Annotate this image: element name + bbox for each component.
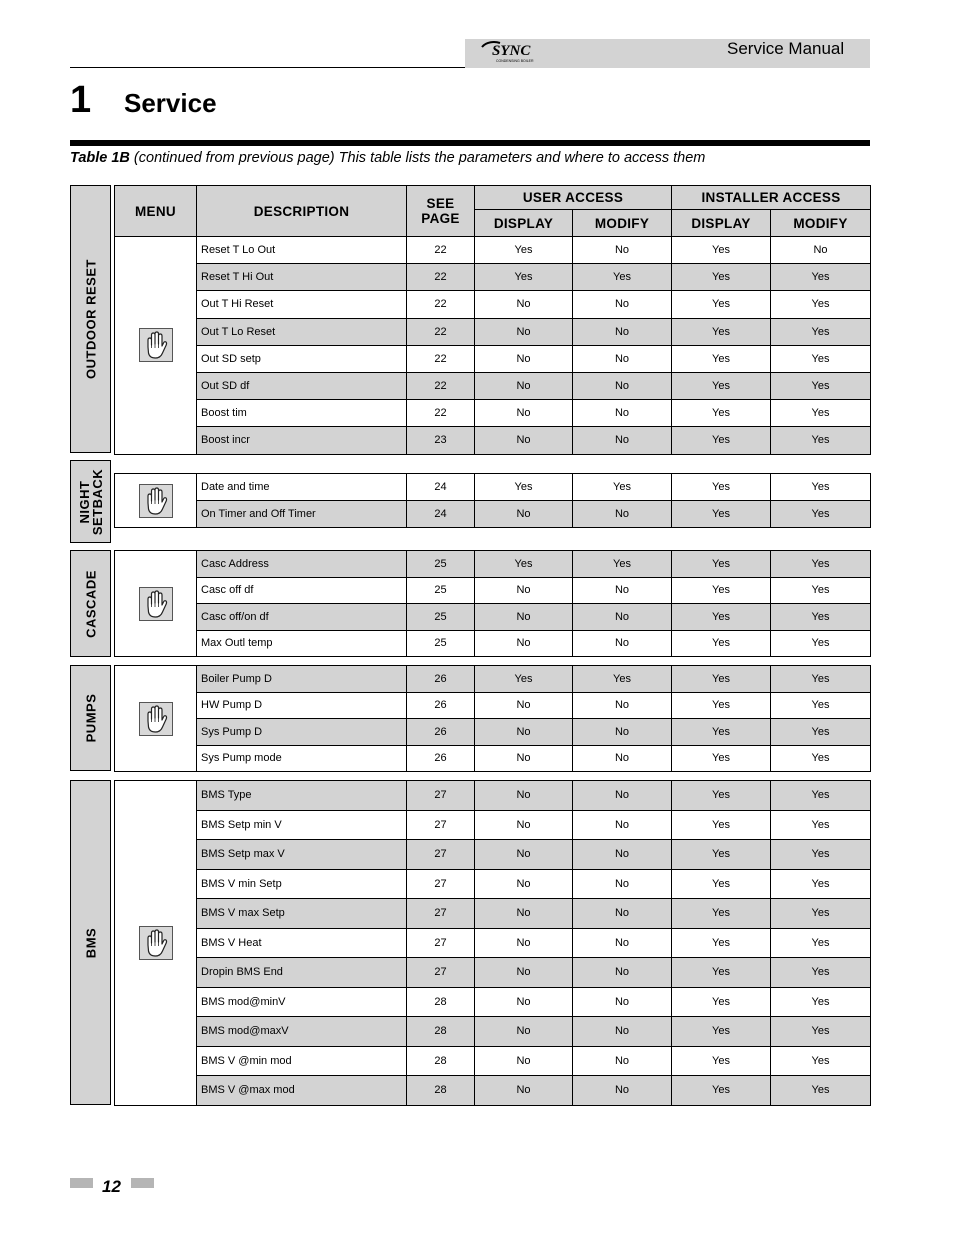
- installer-modify-cell: Yes: [771, 400, 871, 427]
- installer-display-cell: Yes: [672, 692, 771, 719]
- col-installer-access: INSTALLER ACCESS: [672, 186, 871, 210]
- table-row: [115, 427, 871, 454]
- description-cell: BMS Setp min V: [197, 810, 407, 840]
- col-installer-display: DISPLAY: [672, 210, 771, 237]
- user-display-cell: No: [475, 427, 573, 454]
- user-display-cell: No: [475, 1076, 573, 1106]
- installer-modify-cell: No: [771, 237, 871, 264]
- see-page-cell: 22: [407, 264, 475, 291]
- col-description: DESCRIPTION: [197, 186, 407, 237]
- user-modify-cell: Yes: [573, 474, 672, 501]
- user-display-cell: No: [475, 1017, 573, 1047]
- user-modify-cell: No: [573, 928, 672, 958]
- user-modify-cell: No: [573, 427, 672, 454]
- installer-display-cell: Yes: [672, 987, 771, 1017]
- table-row: [115, 692, 871, 719]
- description-cell: Out SD setp: [197, 345, 407, 372]
- installer-modify-cell: Yes: [771, 745, 871, 772]
- table-caption: [70, 149, 870, 167]
- installer-modify-cell: Yes: [771, 928, 871, 958]
- see-page-cell: 28: [407, 1046, 475, 1076]
- user-modify-cell: No: [573, 958, 672, 988]
- see-page-cell: 25: [407, 577, 475, 604]
- user-modify-cell: No: [573, 577, 672, 604]
- menu-cell: [115, 237, 197, 455]
- installer-modify-cell: Yes: [771, 810, 871, 840]
- installer-display-cell: Yes: [672, 719, 771, 746]
- table-row: [115, 264, 871, 291]
- user-modify-cell: No: [573, 345, 672, 372]
- user-display-cell: No: [475, 928, 573, 958]
- table-row: [115, 237, 871, 264]
- description-cell: BMS V @max mod: [197, 1076, 407, 1106]
- user-display-cell: No: [475, 745, 573, 772]
- table-row: [115, 474, 871, 501]
- description-cell: Casc Address: [197, 551, 407, 578]
- col-installer-modify: MODIFY: [771, 210, 871, 237]
- description-cell: BMS V @min mod: [197, 1046, 407, 1076]
- table-row: [115, 577, 871, 604]
- description-cell: HW Pump D: [197, 692, 407, 719]
- installer-display-cell: Yes: [672, 810, 771, 840]
- description-cell: BMS V Heat: [197, 928, 407, 958]
- user-modify-cell: No: [573, 604, 672, 631]
- description-cell: BMS V max Setp: [197, 899, 407, 929]
- installer-modify-cell: Yes: [771, 318, 871, 345]
- table-row: [115, 666, 871, 693]
- installer-display-cell: Yes: [672, 745, 771, 772]
- installer-display-cell: Yes: [672, 1046, 771, 1076]
- description-cell: Casc off df: [197, 577, 407, 604]
- description-cell: BMS V min Setp: [197, 869, 407, 899]
- user-display-cell: Yes: [475, 474, 573, 501]
- table-row: [115, 630, 871, 657]
- description-cell: Sys Pump mode: [197, 745, 407, 772]
- section-number: 1: [70, 79, 92, 121]
- user-display-cell: No: [475, 501, 573, 528]
- see-page-cell: 25: [407, 630, 475, 657]
- user-display-cell: No: [475, 291, 573, 318]
- description-cell: Max Outl temp: [197, 630, 407, 657]
- see-page-cell: 27: [407, 840, 475, 870]
- installer-modify-cell: Yes: [771, 427, 871, 454]
- installer-display-cell: Yes: [672, 237, 771, 264]
- table-caption-label: Table 1B: [70, 150, 130, 166]
- user-display-cell: No: [475, 692, 573, 719]
- installer-modify-cell: Yes: [771, 630, 871, 657]
- installer-display-cell: Yes: [672, 630, 771, 657]
- description-cell: Boost incr: [197, 427, 407, 454]
- installer-display-cell: Yes: [672, 400, 771, 427]
- installer-modify-cell: Yes: [771, 666, 871, 693]
- hand-icon: [139, 597, 173, 609]
- footer-bar-left: [70, 1178, 93, 1188]
- user-display-cell: No: [475, 869, 573, 899]
- installer-display-cell: Yes: [672, 899, 771, 929]
- description-cell: Reset T Hi Out: [197, 264, 407, 291]
- description-cell: Date and time: [197, 474, 407, 501]
- see-page-cell: 27: [407, 810, 475, 840]
- see-page-cell: 22: [407, 400, 475, 427]
- see-page-cell: 25: [407, 551, 475, 578]
- user-modify-cell: No: [573, 501, 672, 528]
- description-cell: Out T Lo Reset: [197, 318, 407, 345]
- installer-modify-cell: Yes: [771, 1017, 871, 1047]
- description-cell: Casc off/on df: [197, 604, 407, 631]
- installer-modify-cell: Yes: [771, 1046, 871, 1076]
- table-caption-text: (continued from previous page) This table lists the parameters and where to access them: [129, 150, 706, 166]
- table-row: [115, 719, 871, 746]
- description-cell: BMS Setp max V: [197, 840, 407, 870]
- table-header: [114, 185, 871, 237]
- table-row: [115, 899, 871, 929]
- see-page-cell: 28: [407, 1076, 475, 1106]
- description-cell: Boiler Pump D: [197, 666, 407, 693]
- installer-display-cell: Yes: [672, 474, 771, 501]
- installer-display-cell: Yes: [672, 264, 771, 291]
- table-row: [115, 400, 871, 427]
- see-page-cell: 27: [407, 958, 475, 988]
- user-display-cell: No: [475, 987, 573, 1017]
- table-outdoor-reset: [114, 236, 871, 455]
- user-display-cell: No: [475, 400, 573, 427]
- see-page-cell: 22: [407, 291, 475, 318]
- user-modify-cell: No: [573, 400, 672, 427]
- table-cascade: [114, 550, 871, 657]
- user-display-cell: No: [475, 1046, 573, 1076]
- user-display-cell: No: [475, 630, 573, 657]
- installer-display-cell: Yes: [672, 869, 771, 899]
- user-display-cell: No: [475, 810, 573, 840]
- description-cell: On Timer and Off Timer: [197, 501, 407, 528]
- table-row: [115, 987, 871, 1017]
- page-number: 12: [102, 1177, 121, 1196]
- installer-modify-cell: Yes: [771, 781, 871, 811]
- installer-modify-cell: Yes: [771, 372, 871, 399]
- user-display-cell: Yes: [475, 666, 573, 693]
- installer-display-cell: Yes: [672, 840, 771, 870]
- table-row: [115, 810, 871, 840]
- footer-bar-right: [131, 1178, 154, 1188]
- user-modify-cell: No: [573, 372, 672, 399]
- installer-display-cell: Yes: [672, 666, 771, 693]
- see-page-cell: 24: [407, 501, 475, 528]
- installer-modify-cell: Yes: [771, 604, 871, 631]
- installer-display-cell: Yes: [672, 1017, 771, 1047]
- see-page-cell: 22: [407, 237, 475, 264]
- installer-display-cell: Yes: [672, 345, 771, 372]
- user-modify-cell: No: [573, 1046, 672, 1076]
- table-row: [115, 781, 871, 811]
- installer-modify-cell: Yes: [771, 291, 871, 318]
- user-modify-cell: No: [573, 987, 672, 1017]
- installer-display-cell: Yes: [672, 604, 771, 631]
- group-label-night-setback: NIGHT SETBACK: [70, 460, 111, 543]
- user-display-cell: No: [475, 719, 573, 746]
- installer-modify-cell: Yes: [771, 577, 871, 604]
- menu-cell: [115, 666, 197, 772]
- installer-modify-cell: Yes: [771, 692, 871, 719]
- svg-text:CONDENSING BOILER: CONDENSING BOILER: [496, 59, 534, 63]
- user-modify-cell: No: [573, 1017, 672, 1047]
- hand-icon: [139, 937, 173, 949]
- col-menu: MENU: [115, 186, 197, 237]
- manual-title: Service Manual: [727, 39, 845, 58]
- installer-modify-cell: Yes: [771, 899, 871, 929]
- description-cell: BMS mod@maxV: [197, 1017, 407, 1047]
- hand-icon: [139, 712, 173, 724]
- installer-modify-cell: Yes: [771, 501, 871, 528]
- col-user-modify: MODIFY: [573, 210, 672, 237]
- installer-modify-cell: Yes: [771, 840, 871, 870]
- user-display-cell: No: [475, 372, 573, 399]
- user-modify-cell: Yes: [573, 264, 672, 291]
- user-modify-cell: No: [573, 719, 672, 746]
- see-page-cell: 26: [407, 719, 475, 746]
- installer-modify-cell: Yes: [771, 551, 871, 578]
- user-modify-cell: Yes: [573, 551, 672, 578]
- table-row: [115, 345, 871, 372]
- col-user-access: USER ACCESS: [475, 186, 672, 210]
- user-modify-cell: No: [573, 745, 672, 772]
- table-row: [115, 1017, 871, 1047]
- table-row: [115, 840, 871, 870]
- installer-modify-cell: Yes: [771, 474, 871, 501]
- user-modify-cell: No: [573, 630, 672, 657]
- installer-display-cell: Yes: [672, 928, 771, 958]
- see-page-cell: 23: [407, 427, 475, 454]
- group-label-pumps: PUMPS: [70, 665, 111, 771]
- see-page-cell: 27: [407, 869, 475, 899]
- description-cell: Out SD df: [197, 372, 407, 399]
- table-row: [115, 551, 871, 578]
- installer-display-cell: Yes: [672, 577, 771, 604]
- installer-modify-cell: Yes: [771, 345, 871, 372]
- hand-icon: [139, 339, 173, 351]
- installer-display-cell: Yes: [672, 551, 771, 578]
- installer-modify-cell: Yes: [771, 958, 871, 988]
- installer-display-cell: Yes: [672, 318, 771, 345]
- user-modify-cell: No: [573, 1076, 672, 1106]
- hand-icon: [139, 494, 173, 506]
- installer-display-cell: Yes: [672, 781, 771, 811]
- user-modify-cell: No: [573, 318, 672, 345]
- user-modify-cell: No: [573, 899, 672, 929]
- see-page-cell: 28: [407, 987, 475, 1017]
- description-cell: Out T Hi Reset: [197, 291, 407, 318]
- installer-display-cell: Yes: [672, 1076, 771, 1106]
- menu-cell: [115, 781, 197, 1106]
- description-cell: BMS mod@minV: [197, 987, 407, 1017]
- user-display-cell: No: [475, 577, 573, 604]
- installer-modify-cell: Yes: [771, 869, 871, 899]
- user-modify-cell: No: [573, 869, 672, 899]
- description-cell: Reset T Lo Out: [197, 237, 407, 264]
- see-page-cell: 27: [407, 899, 475, 929]
- user-display-cell: No: [475, 604, 573, 631]
- table-row: [115, 318, 871, 345]
- group-label-cascade: CASCADE: [70, 550, 111, 657]
- group-label-bms: BMS: [70, 780, 111, 1105]
- table-bms: [114, 780, 871, 1106]
- table-row: [115, 958, 871, 988]
- section-rule: [70, 140, 870, 146]
- see-page-cell: 25: [407, 604, 475, 631]
- section-title: Service: [124, 88, 217, 118]
- installer-modify-cell: Yes: [771, 719, 871, 746]
- table-row: [115, 604, 871, 631]
- user-display-cell: No: [475, 345, 573, 372]
- user-modify-cell: No: [573, 810, 672, 840]
- description-cell: BMS Type: [197, 781, 407, 811]
- description-cell: Dropin BMS End: [197, 958, 407, 988]
- see-page-cell: 24: [407, 474, 475, 501]
- see-page-cell: 22: [407, 372, 475, 399]
- user-display-cell: No: [475, 840, 573, 870]
- user-modify-cell: No: [573, 781, 672, 811]
- installer-display-cell: Yes: [672, 372, 771, 399]
- menu-cell: [115, 551, 197, 657]
- installer-display-cell: Yes: [672, 958, 771, 988]
- installer-modify-cell: Yes: [771, 264, 871, 291]
- see-page-cell: 27: [407, 928, 475, 958]
- group-label-outdoor-reset: OUTDOOR RESET: [70, 185, 111, 453]
- user-modify-cell: Yes: [573, 666, 672, 693]
- user-display-cell: Yes: [475, 237, 573, 264]
- see-page-cell: 26: [407, 692, 475, 719]
- description-cell: Boost tim: [197, 400, 407, 427]
- see-page-cell: 26: [407, 745, 475, 772]
- table-night-setback: [114, 473, 871, 528]
- user-display-cell: No: [475, 318, 573, 345]
- table-row: [115, 1046, 871, 1076]
- user-display-cell: No: [475, 781, 573, 811]
- svg-text:SYNC: SYNC: [492, 43, 531, 59]
- see-page-cell: 28: [407, 1017, 475, 1047]
- table-row: [115, 1076, 871, 1106]
- table-row: [115, 291, 871, 318]
- description-cell: Sys Pump D: [197, 719, 407, 746]
- table-row: [115, 869, 871, 899]
- table-row: [115, 745, 871, 772]
- table-row: [115, 928, 871, 958]
- col-see-page: SEE PAGE: [407, 186, 475, 237]
- installer-display-cell: Yes: [672, 501, 771, 528]
- see-page-cell: 22: [407, 318, 475, 345]
- installer-display-cell: Yes: [672, 427, 771, 454]
- table-pumps: [114, 665, 871, 772]
- installer-modify-cell: Yes: [771, 987, 871, 1017]
- user-modify-cell: No: [573, 237, 672, 264]
- installer-display-cell: Yes: [672, 291, 771, 318]
- sync-logo: [480, 39, 560, 65]
- see-page-cell: 26: [407, 666, 475, 693]
- menu-cell: [115, 474, 197, 528]
- user-modify-cell: No: [573, 840, 672, 870]
- user-display-cell: No: [475, 958, 573, 988]
- user-modify-cell: No: [573, 291, 672, 318]
- user-modify-cell: No: [573, 692, 672, 719]
- see-page-cell: 22: [407, 345, 475, 372]
- col-user-display: DISPLAY: [475, 210, 573, 237]
- table-row: [115, 501, 871, 528]
- see-page-cell: 27: [407, 781, 475, 811]
- user-display-cell: No: [475, 899, 573, 929]
- installer-modify-cell: Yes: [771, 1076, 871, 1106]
- user-display-cell: Yes: [475, 551, 573, 578]
- table-row: [115, 372, 871, 399]
- user-display-cell: Yes: [475, 264, 573, 291]
